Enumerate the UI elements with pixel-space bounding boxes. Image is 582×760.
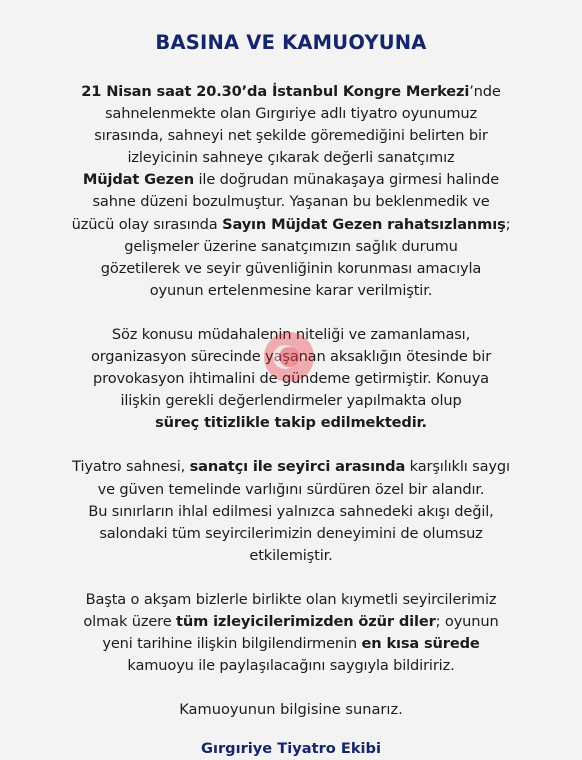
text-segment: izleyicinin sahneye çıkarak değerli sanatçımız [127, 149, 455, 167]
paragraph-line [22, 611, 560, 633]
text-segment: sırasında, sahneyi net şekilde göremediğini belirten bir [94, 127, 488, 145]
paragraph-line [22, 390, 560, 412]
paragraph-line [22, 412, 560, 434]
paragraph-line [22, 169, 560, 191]
paragraph-line [22, 147, 560, 169]
bold-text: Sayın Müjdat Gezen rahatsızlanmış [222, 215, 506, 233]
closing-line: Kamuoyunun bilgisine sunarız. [179, 701, 403, 719]
text-segment: Başta o akşam bizlerle birlikte olan kıymetli seyircilerimiz [85, 590, 497, 608]
text-segment: ; [505, 215, 511, 233]
text-segment: oyunun ertelenmesine karar verilmiştir. [149, 281, 433, 299]
paragraph-line [22, 81, 560, 103]
text-segment: Söz konusu müdahalenin niteliği ve zamanlaması, [111, 325, 471, 343]
statement-title: BASINA VE KAMUOYUNA [155, 31, 427, 54]
paragraph-line [22, 545, 560, 567]
paragraph-line [22, 191, 560, 213]
text-segment: gözetilerek ve seyir güvenliğinin korunması amacıyla [100, 259, 482, 277]
paragraph-line [22, 324, 560, 346]
text-segment: ; oyunun [435, 612, 499, 630]
paragraph-line [22, 523, 560, 545]
paragraph-line [22, 214, 560, 236]
text-segment: sahne düzeni bozulmuştur. Yaşanan bu beklenmedik ve [92, 193, 490, 211]
signature: Gırgıriye Tiyatro Ekibi [200, 740, 382, 758]
bold-text: Müjdat Gezen [82, 171, 195, 189]
text-segment: Tiyatro sahnesi, [72, 458, 190, 476]
text-segment: ve güven temelinde varlığını sürdüren özel bir alandır. [97, 480, 485, 498]
text-segment: olmak üzere [83, 612, 177, 630]
paragraph-line [22, 258, 560, 280]
text-segment: Bu sınırların ihlal edilmesi yalnızca sahnedeki akışı değil, [88, 502, 494, 520]
text-segment: üzücü olay sırasında [71, 215, 223, 233]
bold-text: 21 Nisan saat 20.30’da İstanbul Kongre Merkezi [81, 83, 470, 100]
text-segment: salondaki tüm seyircilerimizin deneyimini de olumsuz [99, 524, 483, 542]
bold-text: tüm izleyicilerimizden özür diler [176, 612, 436, 630]
paragraph-3 [22, 456, 560, 566]
text-segment: ile doğrudan münakaşaya girmesi halinde [194, 171, 500, 189]
paragraph-1 [22, 81, 560, 302]
bold-text: sanatçı ile seyirci arasında [189, 458, 406, 476]
paragraph-line [22, 589, 560, 611]
text-segment: gelişmeler üzerine sanatçımızın sağlık durumu [124, 237, 458, 255]
bold-text: süreç titizlikle takip edilmektedir. [155, 414, 427, 432]
paragraph-line [22, 103, 560, 125]
text-segment: organizasyon sürecinde yaşanan aksaklığın ötesinde bir [90, 348, 492, 366]
text-segment: karşılıklı saygı [405, 458, 510, 476]
paragraph-4 [22, 589, 560, 677]
text-segment: provokasyon ihtimalini de gündeme getirmiştir. Konuya [93, 370, 489, 388]
text-segment: etkilemiştir. [249, 546, 333, 564]
paragraph-line [22, 125, 560, 147]
text-segment: ilişkin gerekli değerlendirmeler yapılmakta olup [120, 392, 462, 410]
paragraph-line [22, 501, 560, 523]
text-segment: ’nde [469, 83, 501, 100]
text-segment: kamuoyu ile paylaşılacağını saygıyla bildiririz. [127, 657, 455, 675]
paragraph-line [22, 655, 560, 677]
paragraph-line [22, 346, 560, 368]
text-segment: sahnelenmekte olan Gırgıriye adlı tiyatro oyunumuz [104, 105, 478, 123]
paragraph-line [22, 479, 560, 501]
text-segment: yeni tarihine ilişkin bilgilendirmenin [102, 635, 362, 653]
paragraph-line [22, 280, 560, 302]
statement-body [22, 81, 560, 677]
paragraph-line [22, 456, 560, 478]
paragraph-line [22, 368, 560, 390]
bold-text: en kısa sürede [361, 635, 480, 653]
paragraph-line [22, 633, 560, 655]
paragraph-line [22, 236, 560, 258]
paragraph-2 [22, 324, 560, 434]
